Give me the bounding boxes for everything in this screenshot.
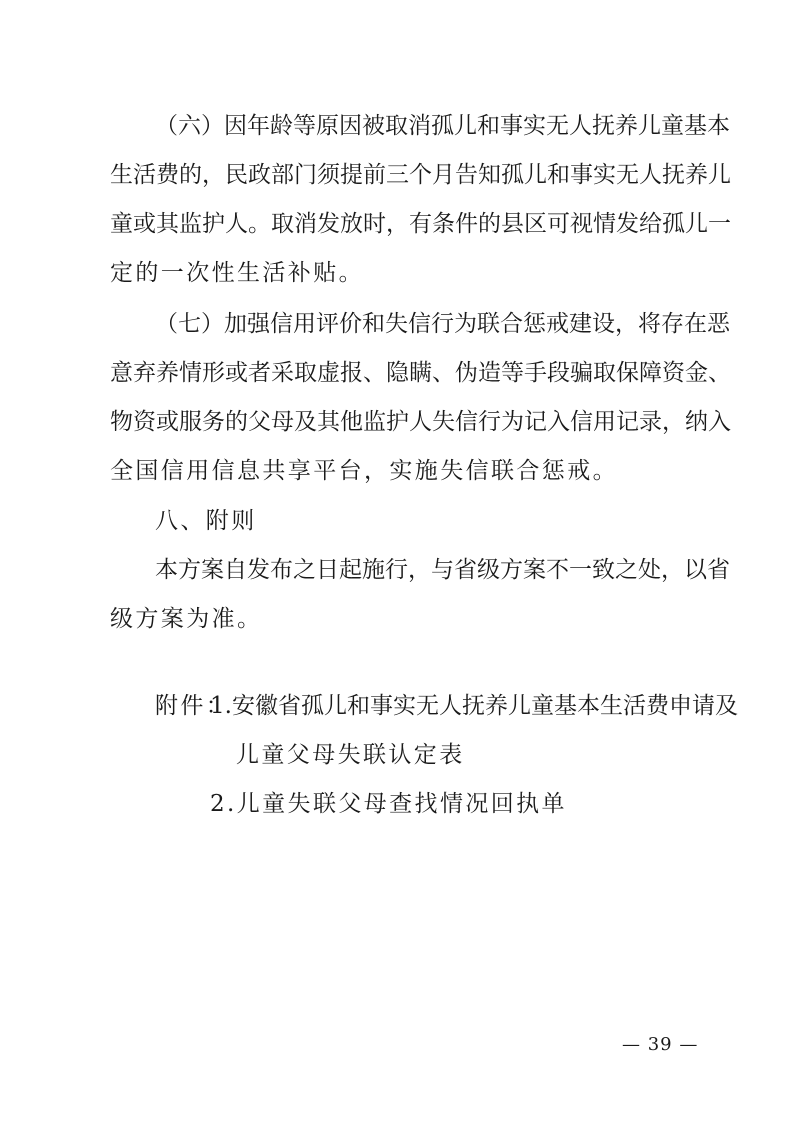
paragraph-6-line-3: 童或其监护人。取消发放时，有条件的县区可视情发给孤儿一 <box>110 211 731 237</box>
paragraph-6-line-1: （六）因年龄等原因被取消孤儿和事实无人抚养儿童基本 <box>155 113 730 139</box>
paragraph-7-line-2: 意弃养情形或者采取虚报、隐瞒、伪造等手段骗取保障资金、 <box>110 360 731 386</box>
section-8-line-2: 级方案为准。 <box>110 606 263 632</box>
section-8-heading: 八、附则 <box>155 508 257 534</box>
paragraph-6-line-2: 生活费的，民政部门须提前三个月告知孤儿和事实无人抚养儿 <box>110 162 731 188</box>
attachment-1-line-1: 1.安徽省孤儿和事实无人抚养儿童基本生活费申请及 <box>210 693 738 719</box>
section-8-line-1: 本方案自发布之日起施行，与省级方案不一致之处，以省 <box>155 557 730 583</box>
attachments-label: 附件： <box>155 693 232 719</box>
paragraph-6-line-4: 定的一次性生活补贴。 <box>110 260 364 286</box>
paragraph-7-line-4: 全国信用信息共享平台，实施失信联合惩戒。 <box>110 458 618 484</box>
attachment-2: 2.儿童失联父母查找情况回执单 <box>210 791 567 817</box>
paragraph-7-line-3: 物资或服务的父母及其他监护人失信行为记入信用记录，纳入 <box>110 409 731 435</box>
page-number: — 39 — <box>622 1034 699 1055</box>
paragraph-7-line-1: （七）加强信用评价和失信行为联合惩戒建设，将存在恶 <box>155 311 730 337</box>
attachment-1-line-2: 儿童父母失联认定表 <box>236 742 465 768</box>
